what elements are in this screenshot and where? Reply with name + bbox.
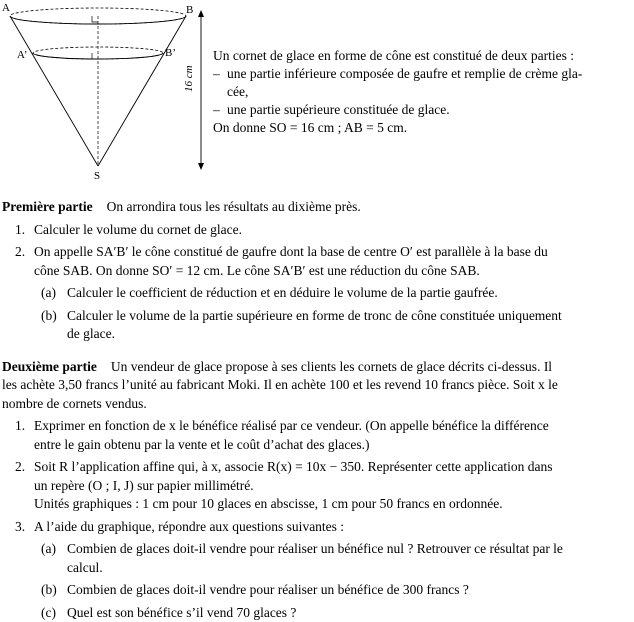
part2-q3c: (c) Quel est son bénéfice s’il vend 70 glaces ? bbox=[67, 604, 632, 622]
part1-q2: 2. On appelle SA′B′ le cône constitué de gaufre dont la base de centre O′ est parallèle à la base du cône SAB. On donne SO′ = 12 cm. Le cône SA′B′ est une réduction du cône SAB. bbox=[34, 243, 632, 280]
right-angle-top bbox=[92, 16, 98, 22]
label-a: A bbox=[2, 3, 10, 14]
part1-heading: Première partie On arrondira tous les résultats au dixième près. bbox=[2, 198, 632, 217]
height-arrow-up bbox=[198, 10, 204, 17]
intro-text bbox=[213, 47, 631, 137]
cone-figure bbox=[0, 0, 215, 185]
exercise-body bbox=[2, 198, 632, 622]
height-arrow-down bbox=[198, 163, 204, 170]
part1-q1: 1. Calculer le volume du cornet de glace. bbox=[34, 221, 632, 240]
part2-heading: Deuxième partie Un vendeur de glace propose à ses clients les cornets de glace décrits ci-dessus. Il bbox=[2, 358, 632, 377]
label-b: B bbox=[186, 5, 193, 16]
generatrix-right bbox=[98, 16, 186, 166]
label-a-prime: A’ bbox=[17, 50, 27, 61]
intro-line1: Un cornet de glace en forme de cône est constitué de deux parties : bbox=[213, 47, 631, 65]
right-angle-middle bbox=[92, 53, 98, 59]
intro-given: On donne SO = 16 cm ; AB = 5 cm. bbox=[213, 119, 631, 137]
part1-q2b: (b) Calculer le volume de la partie supérieure en forme de tronc de cône constituée uniquement de glace. bbox=[67, 307, 632, 344]
label-b-prime: B’ bbox=[165, 48, 176, 59]
part2-q1: 1. Exprimer en fonction de x le bénéfice réalisé par ce vendeur. (On appelle bénéfice la différence entre le gain obtenu par la vente et le coût d’achat des glaces.) bbox=[34, 417, 632, 454]
intro-bullet2: – une partie supérieure constituée de glace. bbox=[213, 101, 631, 119]
part2-q2: 2. Soit R l’application affine qui, à x, associe R(x) = 10x − 350. Représenter cette application dans un repère (O ; I, J) sur papier millimétré. Unités graphiques : 1 cm pour 10 glaces en abscisse, 1 cm pour 50 francs en ordonnée. bbox=[34, 458, 632, 514]
label-s: S bbox=[94, 171, 100, 182]
part1-q2a: (a) Calculer le coefficient de réduction et en déduire le volume de la partie gaufrée. bbox=[67, 284, 632, 303]
generatrix-left bbox=[10, 16, 98, 166]
intro-bullet1: – une partie inférieure composée de gaufre et remplie de crème gla- bbox=[213, 65, 631, 83]
height-label: 16 cm bbox=[184, 52, 195, 92]
part2-q3a: (a) Combien de glaces doit-il vendre pour réaliser un bénéfice nul ? Retrouver ce résultat par le calcul. bbox=[67, 540, 632, 577]
cone-diagram bbox=[0, 0, 215, 185]
part2-q3b: (b) Combien de glaces doit-il vendre pour réaliser un bénéfice de 300 francs ? bbox=[67, 581, 632, 600]
part2-q3: 3. A l’aide du graphique, répondre aux questions suivantes : bbox=[34, 518, 632, 537]
part2-intro-line2: les achète 3,50 francs l’unité au fabricant Moki. Il en achète 100 et les revend 10 francs pièce. Soit x le bbox=[2, 376, 632, 395]
intro-bullet1-cont: cée, bbox=[213, 83, 631, 101]
part2-intro-line3: nombre de cornets vendus. bbox=[2, 395, 632, 414]
